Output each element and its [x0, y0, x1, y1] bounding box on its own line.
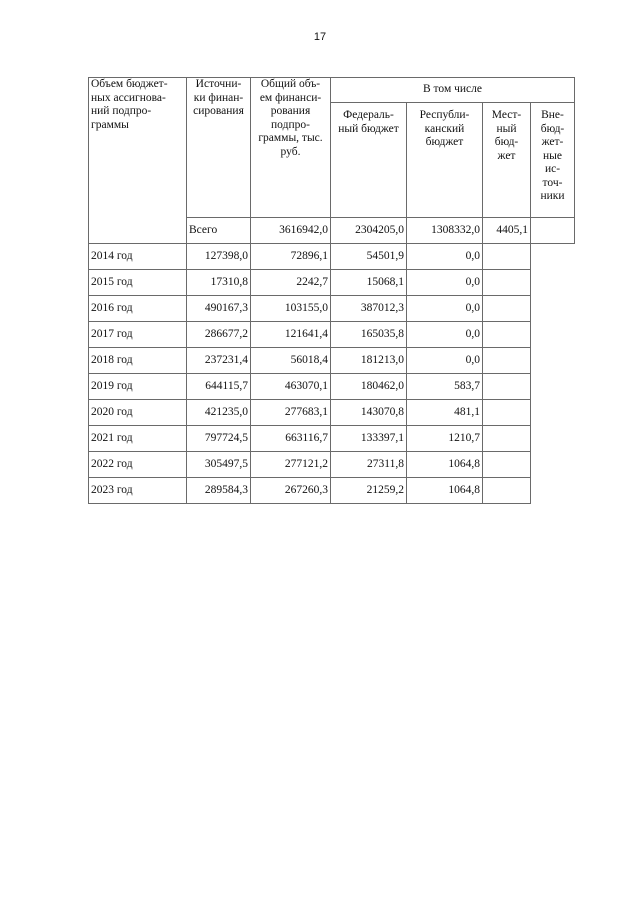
- header-funding-source: Источни- ки финан- сирования: [187, 78, 251, 218]
- extra-value: [531, 218, 575, 244]
- table-row: [89, 478, 575, 504]
- local-value: 1064,8: [407, 452, 483, 478]
- republic-value: 15068,1: [331, 270, 407, 296]
- table-row: [89, 426, 575, 452]
- extra-value: [483, 322, 531, 348]
- total-value: 644115,7: [187, 374, 251, 400]
- federal-value: 2242,7: [251, 270, 331, 296]
- extra-value: [483, 400, 531, 426]
- row-label: 2023 год: [89, 478, 187, 504]
- total-value: 3616942,0: [251, 218, 331, 244]
- table-body: [89, 244, 575, 504]
- row-label: 2021 год: [89, 426, 187, 452]
- budget-allocation-table: [88, 77, 575, 504]
- row-label: Всего: [187, 218, 251, 244]
- republic-value: 165035,8: [331, 322, 407, 348]
- total-value: 286677,2: [187, 322, 251, 348]
- republic-value: 387012,3: [331, 296, 407, 322]
- header-budget-allocation: Объем бюджет- ных ассигнова- ний подпро- граммы: [89, 78, 187, 244]
- federal-value: 463070,1: [251, 374, 331, 400]
- table-row: [89, 322, 575, 348]
- row-label: 2022 год: [89, 452, 187, 478]
- local-value: 0,0: [407, 270, 483, 296]
- federal-value: 2304205,0: [331, 218, 407, 244]
- local-value: 1064,8: [407, 478, 483, 504]
- local-value: 0,0: [407, 322, 483, 348]
- header-federal-budget: Федераль- ный бюджет: [331, 103, 407, 218]
- row-label: 2020 год: [89, 400, 187, 426]
- total-value: 127398,0: [187, 244, 251, 270]
- row-label: 2018 год: [89, 348, 187, 374]
- header-republic-budget: Республи- канский бюджет: [407, 103, 483, 218]
- table-row: [89, 400, 575, 426]
- republic-value: 180462,0: [331, 374, 407, 400]
- local-value: 0,0: [407, 244, 483, 270]
- republic-value: 143070,8: [331, 400, 407, 426]
- total-value: 421235,0: [187, 400, 251, 426]
- row-label: 2019 год: [89, 374, 187, 400]
- federal-value: 103155,0: [251, 296, 331, 322]
- federal-value: 277121,2: [251, 452, 331, 478]
- republic-value: 133397,1: [331, 426, 407, 452]
- republic-value: 27311,8: [331, 452, 407, 478]
- local-value: 0,0: [407, 348, 483, 374]
- total-value: 305497,5: [187, 452, 251, 478]
- row-label: 2016 год: [89, 296, 187, 322]
- header-including: В том числе: [331, 78, 575, 103]
- local-value: 481,1: [407, 400, 483, 426]
- header-local-budget: Мест- ный бюд- жет: [483, 103, 531, 218]
- republic-value: 21259,2: [331, 478, 407, 504]
- federal-value: 267260,3: [251, 478, 331, 504]
- row-label: 2014 год: [89, 244, 187, 270]
- table-row: [89, 270, 575, 296]
- local-value: 1210,7: [407, 426, 483, 452]
- total-value: 237231,4: [187, 348, 251, 374]
- table-row: [89, 452, 575, 478]
- total-value: 490167,3: [187, 296, 251, 322]
- header-extra-budget: Вне- бюд- жет- ные ис- точ- ники: [531, 103, 575, 218]
- extra-value: [483, 270, 531, 296]
- federal-value: 121641,4: [251, 322, 331, 348]
- republic-value: 1308332,0: [407, 218, 483, 244]
- local-value: 0,0: [407, 296, 483, 322]
- republic-value: 181213,0: [331, 348, 407, 374]
- extra-value: [483, 348, 531, 374]
- total-value: 289584,3: [187, 478, 251, 504]
- federal-value: 277683,1: [251, 400, 331, 426]
- extra-value: [483, 478, 531, 504]
- table-row: [89, 374, 575, 400]
- total-value: 17310,8: [187, 270, 251, 296]
- total-value: 797724,5: [187, 426, 251, 452]
- federal-value: 56018,4: [251, 348, 331, 374]
- federal-value: 663116,7: [251, 426, 331, 452]
- extra-value: [483, 426, 531, 452]
- page-number: 17: [313, 31, 327, 43]
- row-label: 2017 год: [89, 322, 187, 348]
- extra-value: [483, 452, 531, 478]
- table-row: [89, 244, 575, 270]
- local-value: 583,7: [407, 374, 483, 400]
- table-row: [89, 296, 575, 322]
- extra-value: [483, 296, 531, 322]
- row-label: 2015 год: [89, 270, 187, 296]
- republic-value: 54501,9: [331, 244, 407, 270]
- extra-value: [483, 244, 531, 270]
- extra-value: [483, 374, 531, 400]
- header-total-funding: Общий объ- ем финанси- рования подпро- граммы, тыс. руб.: [251, 78, 331, 218]
- table-row: [89, 348, 575, 374]
- federal-value: 72896,1: [251, 244, 331, 270]
- local-value: 4405,1: [483, 218, 531, 244]
